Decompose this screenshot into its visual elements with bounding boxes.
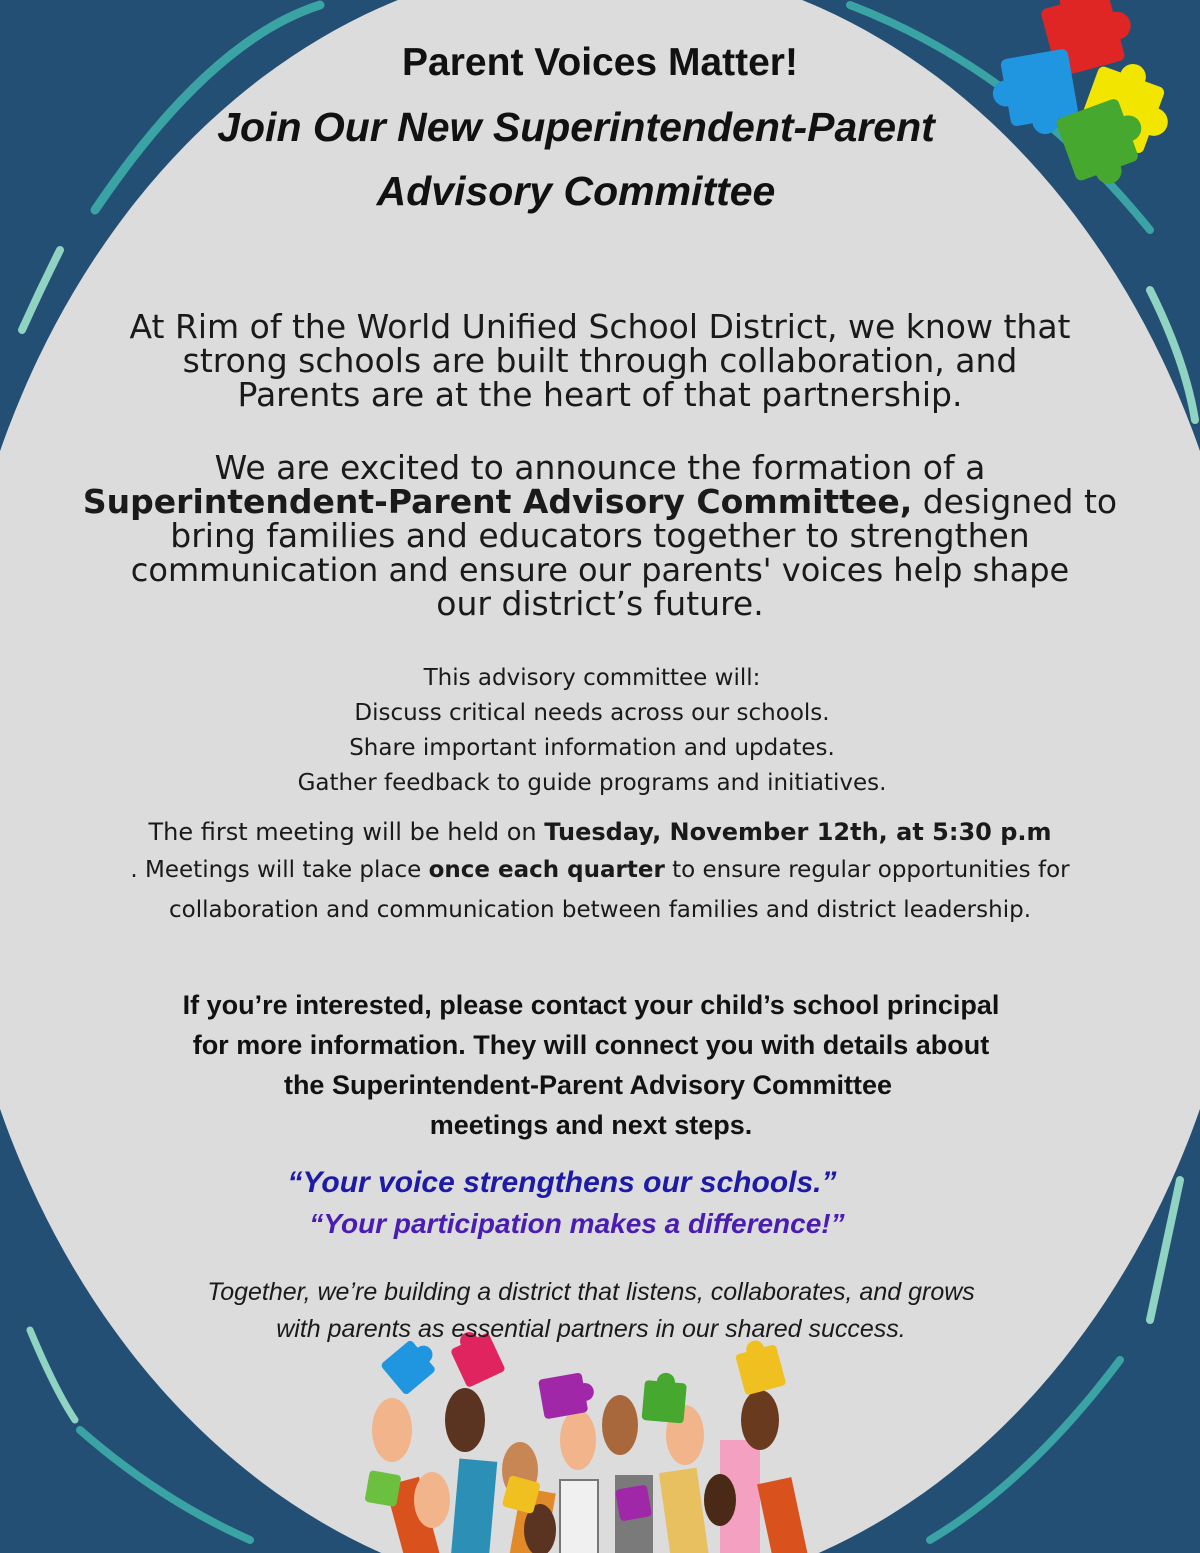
committee-name: Superintendent-Parent Advisory Committee, [82,482,913,521]
intro-line-3: Parents are at the heart of that partnership. [237,375,963,414]
contact-line-4: meetings and next steps. [429,1110,753,1140]
meeting-date-time: Tuesday, November 12th, at 5:30 p.m [544,818,1052,846]
meeting-line-2 [0,857,1200,883]
meeting-line-2-suffix: to ensure regular opportunities for [664,857,1070,883]
meeting-line-1 [0,818,1200,846]
duty-item: Discuss critical needs across our schools. [354,700,830,726]
flyer-subtitle-line-1: Join Our New Superintendent-Parent [217,104,935,150]
contact-line-3: the Superintendent-Parent Advisory Committee [283,1070,893,1100]
quote-1: “Your voice strengthens our schools.” [287,1166,837,1199]
announcement-line-3: bring families and educators together to strengthen [170,516,1030,555]
contact-line-2: for more information. They will connect you with details about [192,1030,990,1060]
meeting-prefix: The first meeting will be held on [148,818,545,846]
meeting-line-2-prefix: . Meetings will take place [130,857,429,883]
announcement-line-2-rest: designed to [912,482,1118,521]
duties-heading: This advisory committee will: [423,665,761,691]
quote-2: “Your participation makes a difference!” [309,1208,845,1239]
intro-line-2: strong schools are built through collaboration, and [182,341,1018,380]
meeting-frequency: once each quarter [428,857,665,883]
intro-line-1: At Rim of the World Unified School District, we know that [129,307,1071,346]
meeting-line-3: collaboration and communication between families and district leadership. [168,897,1032,923]
duty-item: Share important information and updates. [349,735,835,761]
contact-line-1: If you’re interested, please contact your child’s school principal [182,990,1000,1020]
announcement-line-2 [0,482,1200,521]
announcement-line-4: communication and ensure our parents' voices help shape [130,551,1070,589]
duty-item: Gather feedback to guide programs and initiatives. [297,770,887,796]
closing-line-2: with parents as essential partners in our shared success. [276,1315,906,1343]
flyer-title: Parent Voices Matter! [402,41,798,84]
announcement-line-1: We are excited to announce the formation of a [214,448,986,487]
announcement-line-5: our district’s future. [436,584,764,623]
closing-line-1: Together, we’re building a district that listens, collaborates, and grows [207,1278,975,1306]
flyer-subtitle-line-2: Advisory Committee [376,168,776,214]
